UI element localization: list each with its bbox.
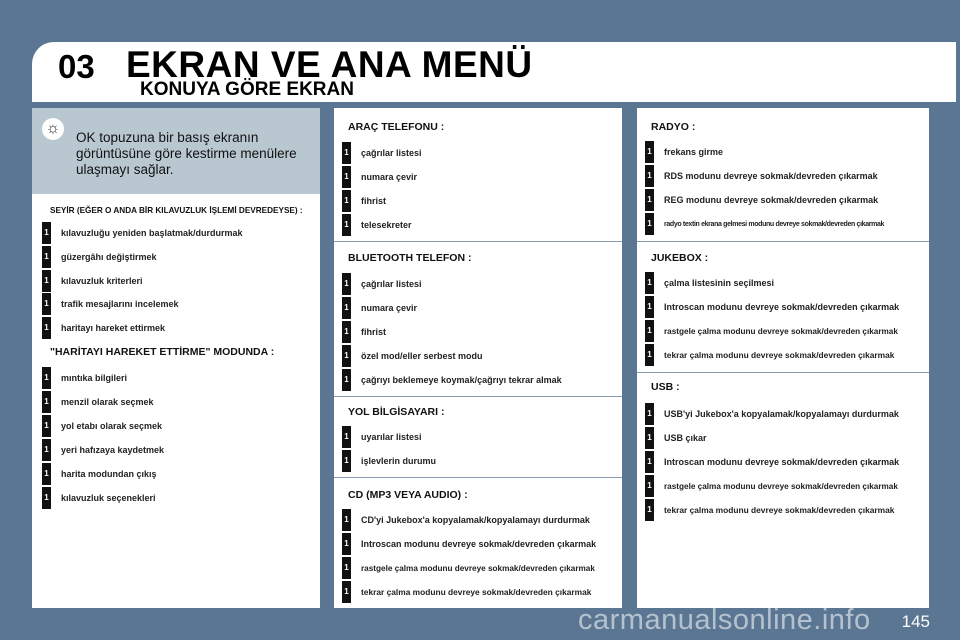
- list-item: [645, 475, 898, 497]
- list-item: [342, 509, 590, 531]
- list-item: [342, 166, 417, 188]
- menu-level-badge: 1: [342, 509, 351, 531]
- item-label: tekrar çalma modunu devreye sokmak/devreden çıkarmak: [664, 505, 895, 515]
- list-item: [42, 222, 243, 244]
- list-item: [42, 439, 164, 461]
- list-item: [645, 403, 899, 425]
- section-title-navigation: SEYİR (EĞER O ANDA BİR KILAVUZLUK İŞLEMİ DEVREDEYSE) :: [50, 206, 303, 215]
- item-label: uyarılar listesi: [361, 432, 422, 442]
- menu-level-badge: 1: [645, 451, 654, 473]
- page-title: EKRAN VE ANA MENÜ: [126, 44, 533, 85]
- item-label: USB çıkar: [664, 433, 707, 443]
- menu-level-badge: 1: [645, 141, 654, 163]
- light-bulb-icon: ☼: [42, 118, 64, 140]
- menu-level-badge: 1: [342, 214, 351, 236]
- item-label: çağrıyı beklemeye koymak/çağrıyı tekrar almak: [361, 375, 562, 385]
- section-divider: [334, 477, 622, 478]
- list-item: [342, 426, 422, 448]
- menu-level-badge: 1: [42, 487, 51, 509]
- item-label: frekans girme: [664, 147, 724, 157]
- list-item: [342, 581, 591, 603]
- menu-level-badge: 1: [42, 391, 51, 413]
- list-item: [645, 296, 899, 318]
- item-label: rastgele çalma modunu devreye sokmak/devreden çıkarmak: [664, 481, 898, 491]
- list-item: [645, 344, 894, 366]
- item-label: özel mod/eller serbest modu: [361, 351, 483, 361]
- menu-level-badge: 1: [42, 367, 51, 389]
- menu-level-badge: 1: [42, 246, 51, 268]
- item-label: mıntıka bilgileri: [61, 373, 128, 383]
- list-item: [342, 369, 562, 391]
- item-label: USB'yi Jukebox'a kopyalamak/kopyalamayı durdurmak: [664, 409, 899, 419]
- item-label: trafik mesajlarını incelemek: [61, 299, 179, 309]
- item-label: REG modunu devreye sokmak/devreden çıkarmak: [664, 195, 879, 205]
- section-title-jukebox: JUKEBOX :: [651, 252, 709, 264]
- menu-level-badge: 1: [342, 557, 351, 579]
- menu-level-badge: 1: [42, 439, 51, 461]
- item-label: numara çevir: [361, 172, 418, 182]
- list-item: [645, 320, 898, 342]
- menu-level-badge: 1: [342, 166, 351, 188]
- item-label: haritayı hareket ettirmek: [61, 323, 166, 333]
- item-label: CD'yi Jukebox'a kopyalamak/kopyalamayı durdurmak: [361, 515, 590, 525]
- menu-level-badge: 1: [645, 189, 654, 211]
- menu-level-badge: 1: [645, 213, 654, 235]
- list-item: [342, 345, 483, 367]
- page-number: 145: [901, 612, 930, 631]
- item-label: fihrist: [361, 327, 387, 337]
- menu-level-badge: 1: [645, 344, 654, 366]
- watermark: carmanualsonline.info: [578, 604, 871, 636]
- list-item: [645, 272, 774, 294]
- list-item: [342, 450, 436, 472]
- list-item: [645, 499, 894, 521]
- list-item: [342, 557, 595, 579]
- item-label: çağrılar listesi: [361, 279, 422, 289]
- list-item: [645, 451, 899, 473]
- menu-level-badge: 1: [42, 317, 51, 339]
- item-label: kılavuzluk seçenekleri: [61, 493, 156, 503]
- menu-level-badge: 1: [342, 297, 351, 319]
- item-label: numara çevir: [361, 303, 418, 313]
- list-item: [342, 273, 422, 295]
- list-item: [42, 463, 157, 485]
- section-title-car-phone: ARAÇ TELEFONU :: [348, 121, 445, 133]
- item-label: kılavuzluk kriterleri: [61, 276, 143, 286]
- item-label: rastgele çalma modunu devreye sokmak/devreden çıkarmak: [361, 563, 595, 573]
- item-label: Introscan modunu devreye sokmak/devreden çıkarmak: [664, 457, 900, 467]
- item-label: rastgele çalma modunu devreye sokmak/devreden çıkarmak: [664, 326, 898, 336]
- item-label: radyo textin ekrana gelmesi modunu devreye sokmak/devreden çıkarmak: [664, 220, 885, 228]
- list-item: [645, 427, 707, 449]
- item-label: tekrar çalma modunu devreye sokmak/devreden çıkarmak: [664, 350, 895, 360]
- item-label: kılavuzluğu yeniden başlatmak/durdurmak: [61, 228, 243, 238]
- item-label: fihrist: [361, 196, 387, 206]
- list-item: [645, 141, 723, 163]
- menu-level-badge: 1: [645, 403, 654, 425]
- list-item: [42, 487, 156, 509]
- tip-box: [32, 108, 320, 194]
- item-label: menzil olarak seçmek: [61, 397, 154, 407]
- menu-level-badge: 1: [42, 293, 51, 315]
- list-item: [42, 246, 157, 268]
- menu-level-badge: 1: [342, 426, 351, 448]
- item-label: telesekreter: [361, 220, 412, 230]
- menu-level-badge: 1: [342, 450, 351, 472]
- menu-level-badge: 1: [342, 190, 351, 212]
- item-label: çalma listesinin seçilmesi: [664, 278, 775, 288]
- item-label: harita modundan çıkış: [61, 469, 157, 479]
- list-item: [42, 415, 162, 437]
- column-radio-media: [637, 108, 929, 608]
- section-divider: [637, 372, 929, 373]
- menu-level-badge: 1: [342, 142, 351, 164]
- chapter-number: 03: [58, 48, 95, 85]
- menu-level-badge: 1: [645, 427, 654, 449]
- list-item: [342, 190, 386, 212]
- list-item: [645, 189, 878, 211]
- item-label: Introscan modunu devreye sokmak/devreden çıkarmak: [361, 539, 597, 549]
- list-item: [42, 293, 179, 315]
- menu-level-badge: 1: [42, 270, 51, 292]
- menu-level-badge: 1: [342, 369, 351, 391]
- item-label: tekrar çalma modunu devreye sokmak/devreden çıkarmak: [361, 587, 592, 597]
- section-divider: [334, 396, 622, 397]
- section-title-cd: CD (MP3 VEYA AUDIO) :: [348, 489, 468, 501]
- list-item: [342, 533, 596, 555]
- menu-level-badge: 1: [645, 475, 654, 497]
- menu-level-badge: 1: [645, 296, 654, 318]
- section-title-bluetooth-phone: BLUETOOTH TELEFON :: [348, 252, 472, 264]
- section-divider: [334, 241, 622, 242]
- list-item: [42, 367, 127, 389]
- menu-level-badge: 1: [645, 272, 654, 294]
- page-subtitle: KONUYA GÖRE EKRAN: [140, 79, 354, 100]
- item-label: işlevlerin durumu: [361, 456, 437, 466]
- tip-text: OK topuzuna bir basış ekranın görüntüsüne göre kestirme menülere ulaşmayı sağlar.: [76, 130, 297, 177]
- column-phone-audio: [334, 108, 622, 608]
- menu-level-badge: 1: [42, 222, 51, 244]
- section-divider: [637, 241, 929, 242]
- list-item: [42, 391, 154, 413]
- item-label: yol etabı olarak seçmek: [61, 421, 163, 431]
- section-title-map-move: "HARİTAYI HAREKET ETTİRME" MODUNDA :: [50, 346, 275, 358]
- menu-level-badge: 1: [645, 165, 654, 187]
- item-label: güzergâhı değiştirmek: [61, 252, 157, 262]
- list-item: [645, 213, 884, 235]
- menu-level-badge: 1: [645, 499, 654, 521]
- item-label: RDS modunu devreye sokmak/devreden çıkarmak: [664, 171, 878, 181]
- list-item: [342, 321, 386, 343]
- menu-level-badge: 1: [342, 321, 351, 343]
- menu-level-badge: 1: [42, 463, 51, 485]
- menu-level-badge: 1: [342, 345, 351, 367]
- item-label: çağrılar listesi: [361, 148, 422, 158]
- menu-level-badge: 1: [645, 320, 654, 342]
- column-navigation: [32, 108, 320, 608]
- list-item: [645, 165, 878, 187]
- list-item: [42, 270, 143, 292]
- section-title-trip-computer: YOL BİLGİSAYARI :: [348, 406, 445, 418]
- list-item: [342, 297, 417, 319]
- menu-level-badge: 1: [342, 533, 351, 555]
- list-item: [42, 317, 165, 339]
- section-title-usb: USB :: [651, 381, 680, 393]
- item-label: Introscan modunu devreye sokmak/devreden çıkarmak: [664, 302, 900, 312]
- item-label: yeri hafızaya kaydetmek: [61, 445, 165, 455]
- menu-level-badge: 1: [342, 581, 351, 603]
- list-item: [342, 142, 422, 164]
- menu-level-badge: 1: [342, 273, 351, 295]
- section-title-radio: RADYO :: [651, 121, 696, 133]
- list-item: [342, 214, 412, 236]
- menu-level-badge: 1: [42, 415, 51, 437]
